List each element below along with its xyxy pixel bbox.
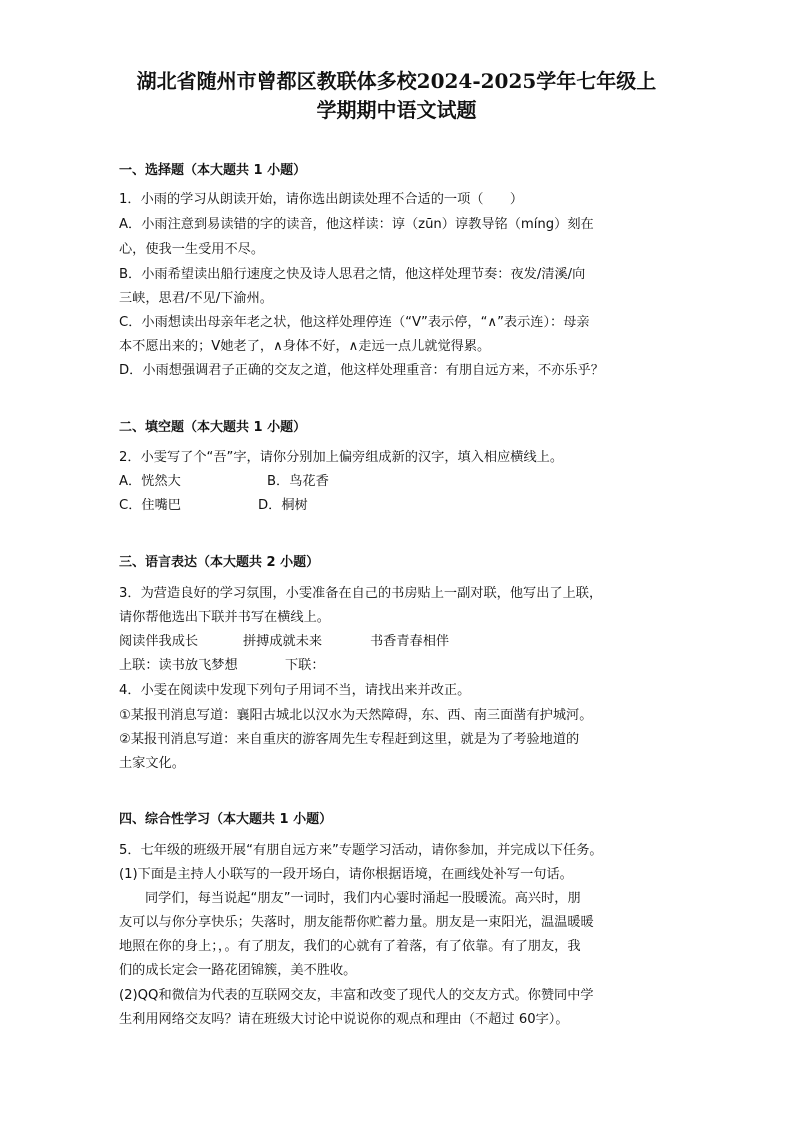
q5-passage-line: 们的成长定会一路花团锦簇，美不胜收。	[119, 963, 357, 978]
section-heading-choice: 一、选择题（本大题共 1 小题）	[119, 163, 307, 178]
q3-couplet-option-2: 拼搏成就未来	[243, 634, 323, 649]
q4-sentence-2-cont: 土家文化。	[119, 756, 185, 771]
q5-part-2-cont: 生利用网络交友吗？请在班级大讨论中说说你的观点和理由（不超过 60字）。	[119, 1012, 569, 1027]
q3-upper-couplet: 上联：读书放飞梦想	[119, 658, 238, 673]
q3-couplet-lines	[119, 656, 679, 676]
q3-couplet-option-3: 书香青春相伴	[370, 634, 450, 649]
question-5-stem: 5．七年级的班级开展“有朋自远方来”专题学习活动，请你参加，并完成以下任务。	[119, 843, 603, 858]
q2-choice-row-1	[119, 472, 679, 492]
q4-sentence-2: ②某报刊消息写道：来自重庆的游客周先生专程赶到这里，就是为了考验地道的	[119, 732, 580, 747]
q5-passage-line: 地照在你的身上；，。有了朋友，我们的心就有了着落，有了依靠。有了朋友，我	[119, 939, 581, 954]
q5-passage-line: 友可以与你分享快乐；失落时，朋友能帮你贮蓄力量。朋友是一束阳光，温温暖暖	[119, 915, 594, 930]
q4-sentence-1: ①某报刊消息写道：襄阳古城北以汉水为天然障碍，东、西、南三面凿有护城河。	[119, 708, 593, 723]
q1-option-d: D．小雨想强调君子正确的交友之道，他这样处理重音：有朋自远方来，不亦乐乎？	[119, 363, 604, 378]
q2-option-a: A．恍然大	[119, 474, 181, 489]
q1-option-c: C．小雨想读出母亲年老之状，他这样处理停连（“V”表示停，“∧”表示连）：母亲	[119, 315, 590, 330]
q2-choice-row-2	[119, 496, 679, 516]
question-1-stem: 1．小雨的学习从朗读开始，请你选出朗读处理不合适的一项（ ）	[119, 192, 524, 207]
section-heading-integrated: 四、综合性学习（本大题共 1 小题）	[119, 812, 333, 827]
q2-option-b: B．鸟花香	[267, 474, 329, 489]
doc-title-line-1: 湖北省随州市曾都区教联体多校2024-2025学年七年级上	[136, 69, 657, 93]
q2-option-c: C．住嘴巴	[119, 498, 181, 513]
doc-title-line-2: 学期期中语文试题	[316, 98, 477, 122]
question-3-stem-cont: 请你帮他选出下联并书写在横线上。	[119, 610, 330, 625]
q3-lower-couplet-label: 下联：	[285, 658, 325, 673]
question-3-stem: 3．为营造良好的学习氛围，小雯准备在自己的书房贴上一副对联，他写出了上联，	[119, 586, 603, 601]
q5-part-2: (2)QQ和微信为代表的互联网交友，丰富和改变了现代人的交友方式。你赞同中学	[119, 988, 594, 1003]
q1-option-b-cont: 三峡，思君/不见/下渝州。	[119, 291, 273, 306]
section-heading-fill: 二、填空题（本大题共 1 小题）	[119, 420, 307, 435]
question-2-stem: 2．小雯写了个“吾”字，请你分别加上偏旁组成新的汉字，填入相应横线上。	[119, 450, 564, 465]
question-4-stem: 4．小雯在阅读中发现下列句子用词不当，请找出来并改正。	[119, 683, 471, 698]
q3-couplet-option-1: 阅读伴我成长	[119, 634, 199, 649]
section-heading-expression: 三、语言表达（本大题共 2 小题）	[119, 555, 320, 570]
q5-part-1: (1)下面是主持人小联写的一段开场白，请你根据语境，在画线处补写一句话。	[119, 867, 573, 882]
q1-option-a: A．小雨注意到易读错的字的读音，他这样读：谆（zūn）谆教导铭（míng）刻在	[119, 217, 594, 232]
q1-option-c-cont: 本不愿出来的；V她老了，∧身体不好，∧走远一点儿就觉得累。	[119, 339, 491, 354]
q3-couplet-options	[119, 632, 679, 652]
q1-option-a-cont: 心，使我一生受用不尽。	[119, 242, 265, 257]
q2-option-d: D．桐树	[258, 498, 308, 513]
q5-passage-first-line: 同学们，每当说起“朋友”一词时，我们内心霎时涌起一股暖流。高兴时，朋	[145, 891, 581, 906]
q1-option-b: B．小雨希望读出船行速度之快及诗人思君之情，他这样处理节奏：夜发/清溪/向	[119, 267, 586, 282]
